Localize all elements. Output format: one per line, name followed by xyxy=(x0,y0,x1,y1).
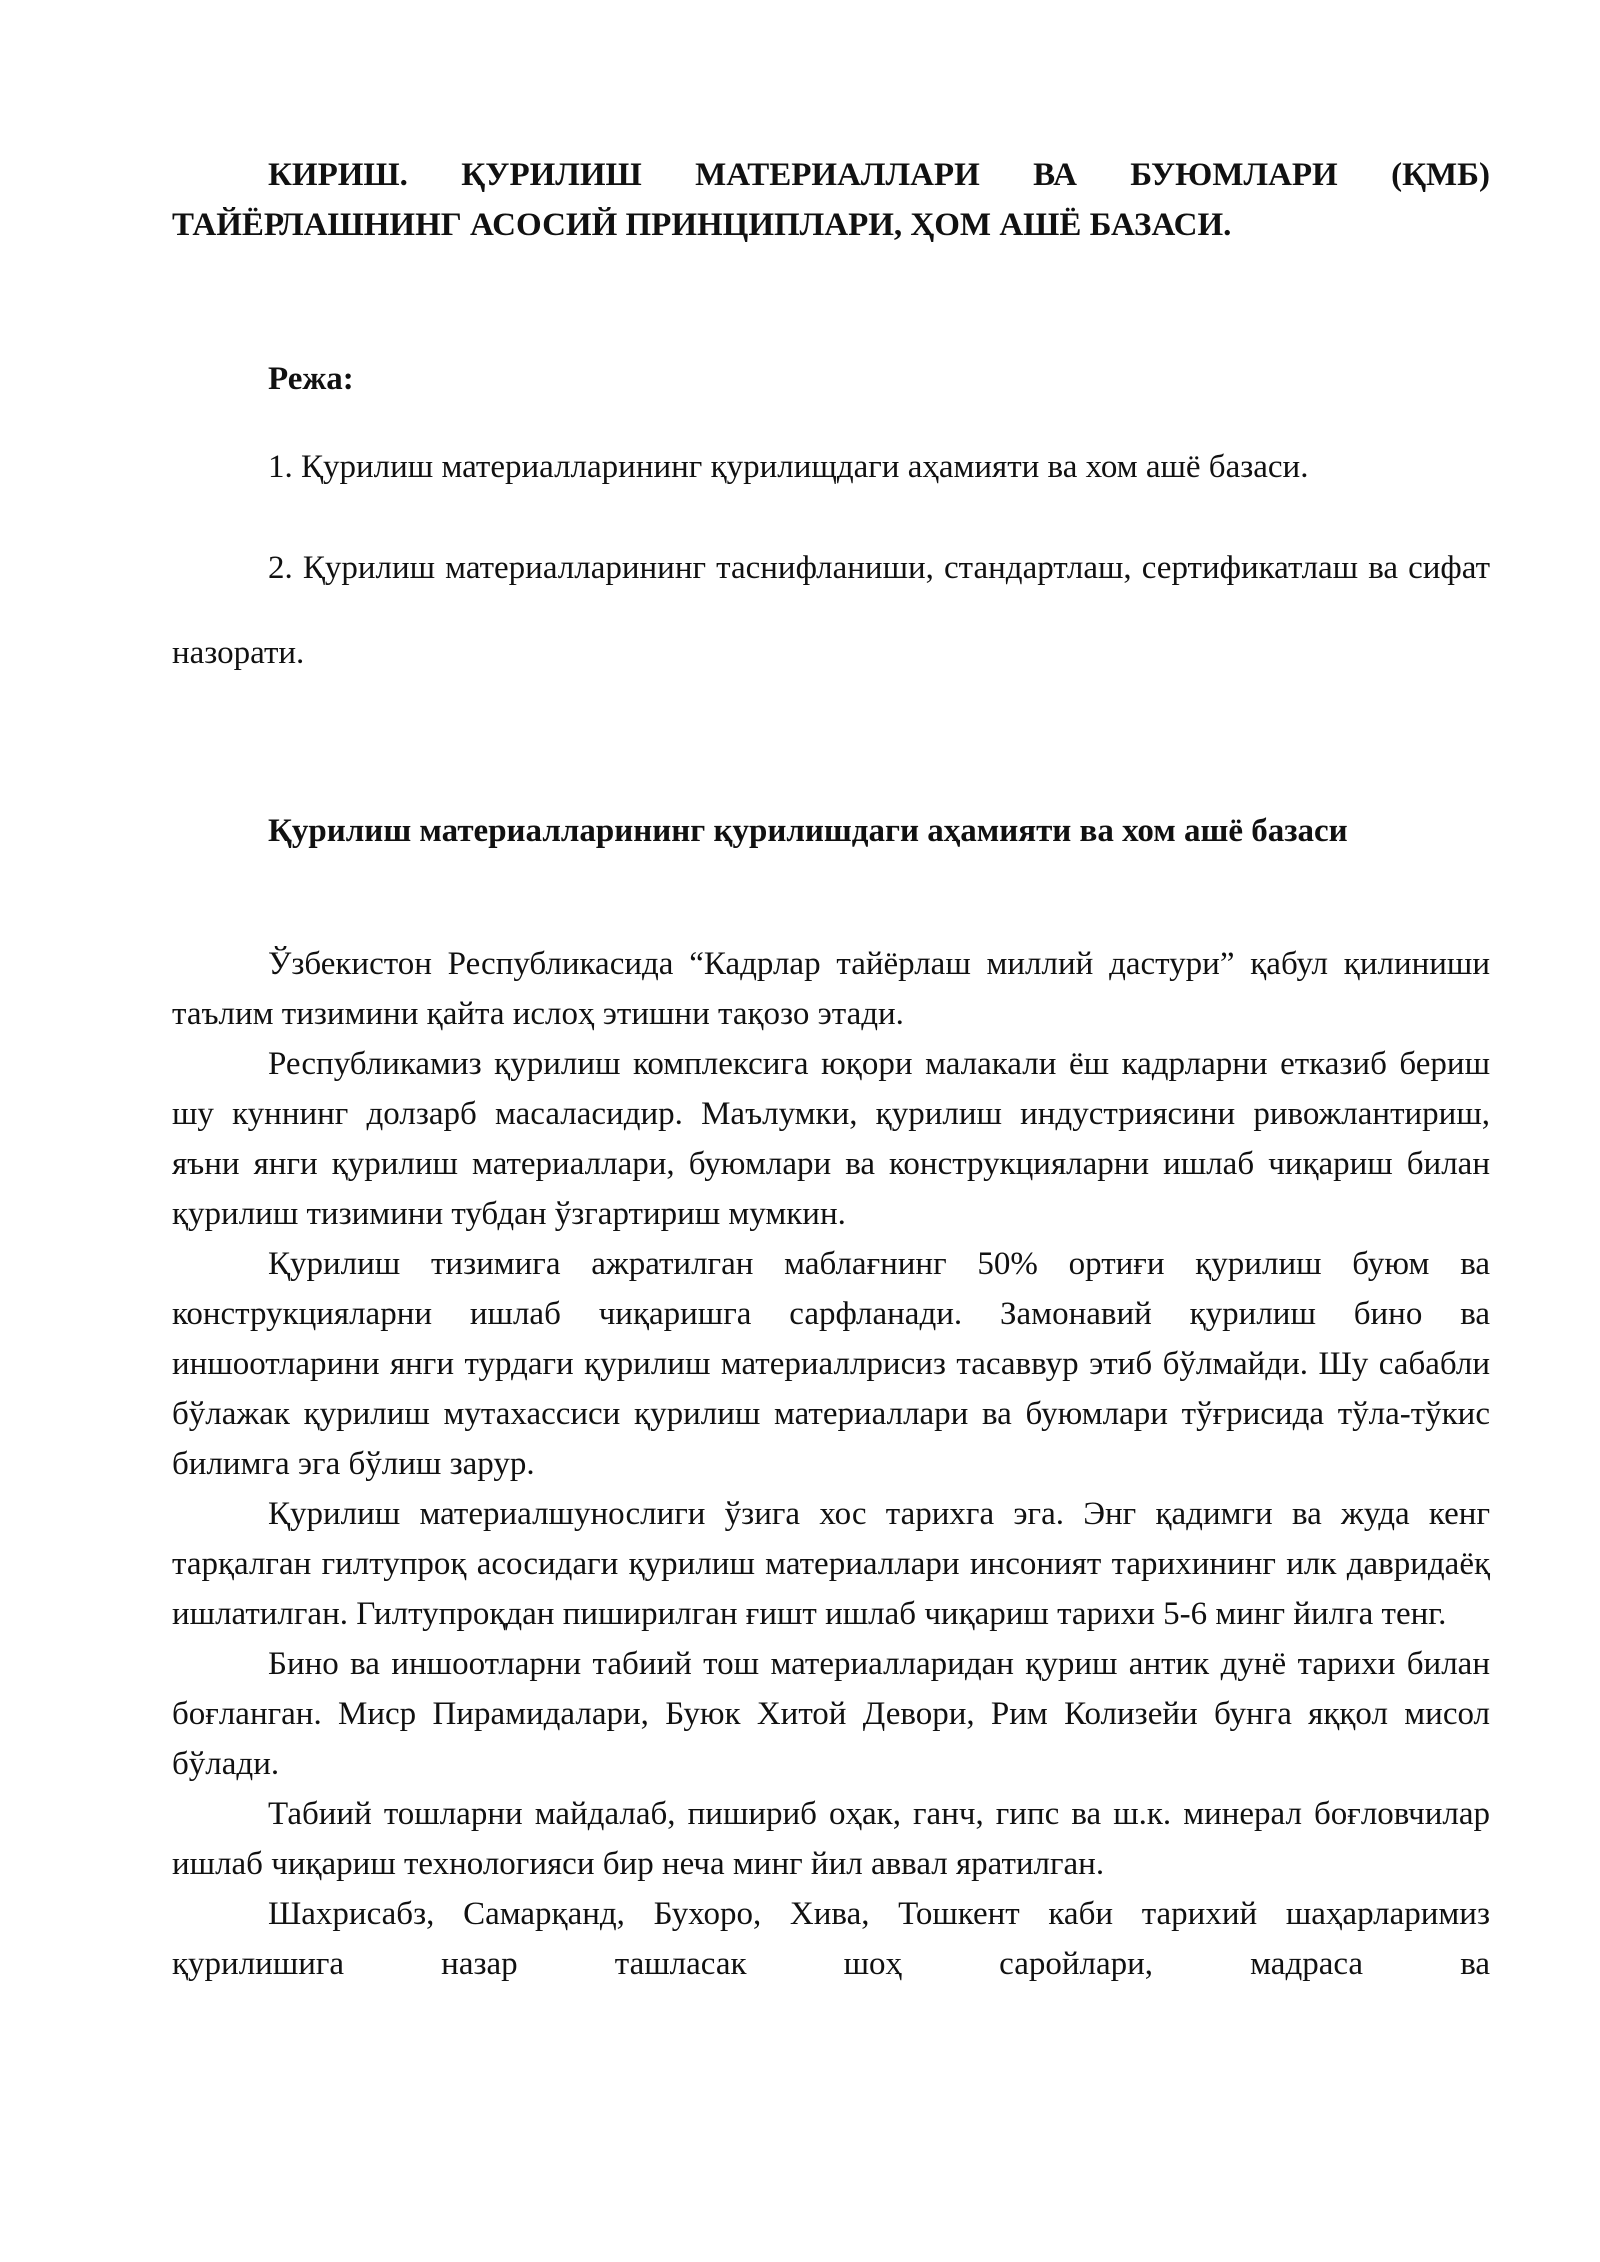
plan-item-2: 2. Қурилиш материалларининг таснифланиши, стандартлаш, сертификатлаш ва сифат назорати. xyxy=(172,550,1490,671)
body-paragraph: Шахрисабз, Самарқанд, Бухоро, Хива, Тошкент каби тарихий шаҳарларимиз қурилишига назар ташласак шоҳ саройлари, мадраса ва xyxy=(172,1896,1490,1982)
section-body xyxy=(172,939,1490,1989)
body-paragraph: Ўзбекистон Республикасида “Кадрлар тайёрлаш миллий дастури” қабул қилиниши таълим тизимини қайта ислоҳ этишни тақозо этади. xyxy=(172,946,1490,1032)
body-paragraph: Бино ва иншоотларни табиий тош материалларидан қуриш антик дунё тарихи билан боғланган. Миср Пирамидалари, Буюк Хитой Девори, Рим Колизейи бунга яққол мисол бўлади. xyxy=(172,1646,1490,1782)
document-title: КИРИШ. ҚУРИЛИШ МАТЕРИАЛЛАРИ ВА БУЮМЛАРИ (ҚМБ) ТАЙЁРЛАШНИНГ АСОСИЙ ПРИНЦИПЛАРИ, ҲОМ АШЁ БАЗАСИ. xyxy=(172,157,1490,243)
body-paragraph: Қурилиш тизимига ажратилган маблағнинг 50% ортиғи қурилиш буюм ва конструкцияларни ишлаб чиқаришга сарфланади. Замонавий қурилиш бино ва иншоотларини янги турдаги қурилиш материаллрисиз тасаввур этиб бўлмайди. Шу сабабли бўлажак қурилиш мутахассиси қурилиш материаллари ва буюмлари тўғрисида тўла-тўкис билимга эга бўлиш зарур. xyxy=(172,1246,1490,1482)
section-heading: Қурилиш материалларининг қурилишдаги аҳамияти ва хом ашё базаси xyxy=(268,813,1348,849)
body-paragraph: Табиий тошларни майдалаб, пишириб оҳак, ганч, гипс ва ш.к. минерал боғловчилар ишлаб чиқариш технологияси бир неча минг йил аввал яратилган. xyxy=(172,1796,1490,1882)
body-paragraph: Қурилиш материалшунослиги ўзига хос тарихга эга. Энг қадимги ва жуда кенг тарқалган гилтупроқ асосидаги қурилиш материаллари инсоният тарихининг илк давридаёқ ишлатилган. Гилтупроқдан пиширилган ғишт ишлаб чиқариш тарихи 5-6 минг йилга тенг. xyxy=(172,1496,1490,1632)
plan-heading: Режа: xyxy=(268,361,354,397)
body-paragraph: Республикамиз қурилиш комплексига юқори малакали ёш кадрларни етказиб бериш шу куннинг долзарб масаласидир. Маълумки, қурилиш индустриясини ривожлантириш, яъни янги қурилиш материаллари, буюмлари ва конструкцияларни ишлаб чиқариш билан қурилиш тизимини тубдан ўзгартириш мумкин. xyxy=(172,1046,1490,1232)
plan-item-1: 1. Қурилиш материалларининг қурилищдаги аҳамияти ва хом ашё базаси. xyxy=(268,449,1309,485)
